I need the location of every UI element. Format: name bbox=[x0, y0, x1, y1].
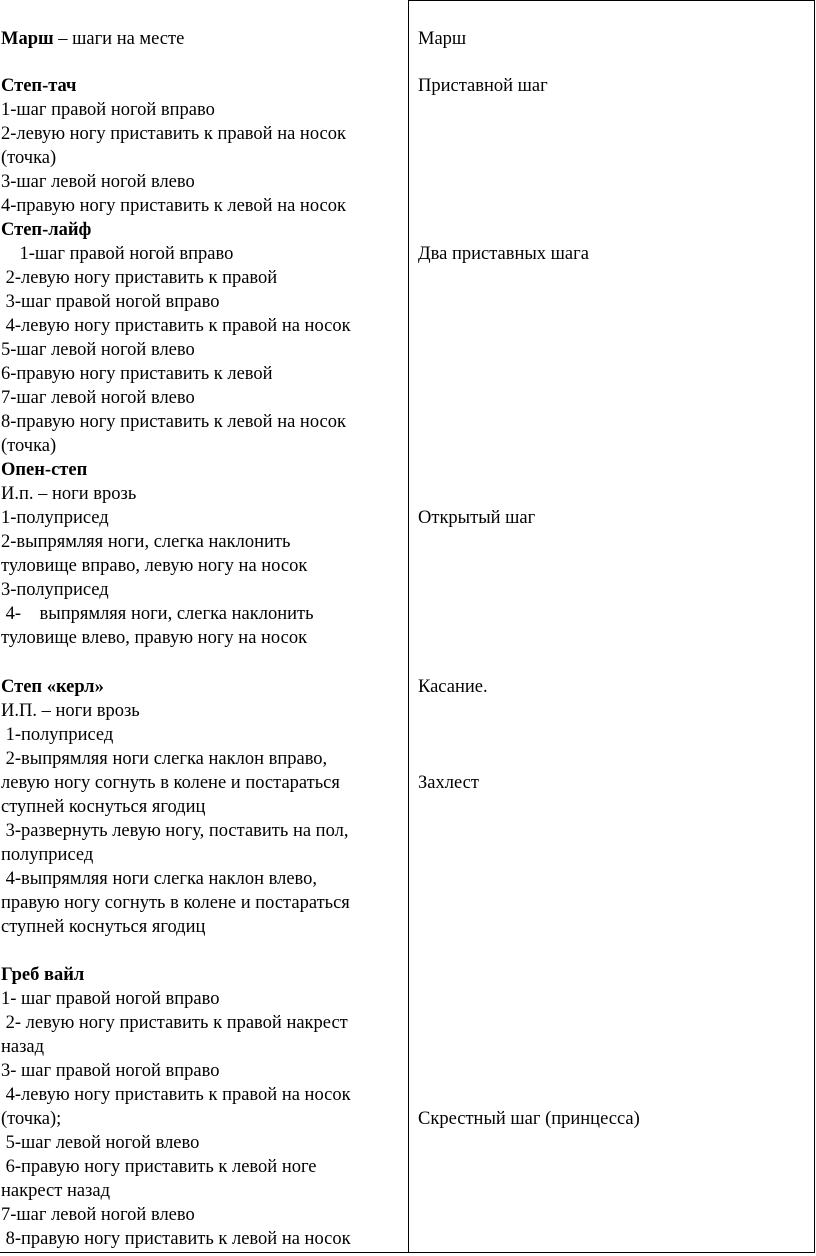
exercise-title: Марш bbox=[1, 29, 54, 49]
step-line: 3-полуприсед bbox=[1, 580, 109, 600]
table-divider bbox=[408, 0, 409, 1253]
step-line: 1-полуприсед bbox=[1, 725, 114, 745]
step-line: И.п. – ноги врозь bbox=[1, 484, 137, 504]
step-line: 1- шаг правой ногой вправо bbox=[1, 989, 220, 1009]
step-line: И.П. – ноги врозь bbox=[1, 701, 140, 721]
exercise-title: Степ-тач bbox=[1, 76, 77, 96]
step-line: 2- левую ногу приставить к правой накрест bbox=[1, 1013, 348, 1033]
translation-step-life: Два приставных шага bbox=[418, 244, 589, 264]
translation-open-step: Открытый шаг bbox=[418, 508, 536, 528]
step-line: 1-полуприсед bbox=[1, 508, 109, 528]
step-line: 4- выпрямляя ноги, слегка наклонить bbox=[1, 604, 314, 624]
exercise-title: Греб вайл bbox=[1, 965, 85, 985]
step-line: ступней коснуться ягодиц bbox=[1, 917, 206, 937]
step-line: накрест назад bbox=[1, 1181, 110, 1201]
step-line: 3- шаг правой ногой вправо bbox=[1, 1061, 220, 1081]
exercise-desc: – шаги на месте bbox=[53, 29, 185, 49]
translation-touch: Касание. bbox=[418, 677, 488, 697]
step-line: 8-правую ногу приставить к левой на носок bbox=[1, 412, 346, 432]
step-line: (точка) bbox=[1, 436, 57, 456]
exercise-title: Опен-степ bbox=[1, 460, 88, 480]
table-right-border bbox=[814, 0, 815, 1253]
step-line: (точка); bbox=[1, 1109, 62, 1129]
step-line: 4-левую ногу приставить к правой на носок bbox=[1, 1085, 351, 1105]
step-line: 3-развернуть левую ногу, поставить на пол, bbox=[1, 821, 349, 841]
step-line: 5-шаг левой ногой влево bbox=[1, 1133, 200, 1153]
step-line: туловище влево, правую ногу на носок bbox=[1, 628, 308, 648]
step-line: правую ногу согнуть в колене и постараться bbox=[1, 893, 350, 913]
table-bottom-border bbox=[0, 1252, 815, 1253]
step-line: левую ногу согнуть в колене и постараться bbox=[1, 773, 340, 793]
step-line: туловище вправо, левую ногу на носок bbox=[1, 556, 308, 576]
step-line: 2-левую ногу приставить к правой на носок bbox=[1, 124, 346, 144]
step-line: 2-выпрямляя ноги слегка наклон вправо, bbox=[1, 749, 328, 769]
translation-curl: Захлест bbox=[418, 773, 479, 793]
step-line: 7-шаг левой ногой влево bbox=[1, 388, 195, 408]
exercise-march bbox=[1, 27, 184, 51]
step-line: 7-шаг левой ногой влево bbox=[1, 1205, 195, 1225]
step-line: 1-шаг правой ногой вправо bbox=[1, 244, 234, 264]
step-line: 6-правую ногу приставить к левой bbox=[1, 364, 273, 384]
step-line: 1-шаг правой ногой вправо bbox=[1, 100, 215, 120]
step-line: 6-правую ногу приставить к левой ноге bbox=[1, 1157, 317, 1177]
step-line: 4-выпрямляя ноги слегка наклон влево, bbox=[1, 869, 318, 889]
exercise-title: Степ-лайф bbox=[1, 220, 92, 240]
step-line: 5-шаг левой ногой влево bbox=[1, 340, 195, 360]
step-line: 4-левую ногу приставить к правой на носок bbox=[1, 316, 351, 336]
step-line: назад bbox=[1, 1037, 45, 1057]
step-line: ступней коснуться ягодиц bbox=[1, 797, 206, 817]
translation-march: Марш bbox=[418, 29, 467, 49]
step-line: 3-шаг правой ногой вправо bbox=[1, 292, 220, 312]
step-line: 2-левую ногу приставить к правой bbox=[1, 268, 278, 288]
step-line: 4-правую ногу приставить к левой на носок bbox=[1, 196, 346, 216]
step-line: полуприсед bbox=[1, 845, 94, 865]
table-top-border bbox=[408, 0, 815, 1]
translation-grapevine: Скрестный шаг (принцесса) bbox=[418, 1109, 640, 1129]
step-line: 8-правую ногу приставить к левой на носок bbox=[1, 1229, 351, 1249]
exercise-title: Степ «керл» bbox=[1, 677, 104, 697]
step-line: (точка) bbox=[1, 148, 57, 168]
step-line: 3-шаг левой ногой влево bbox=[1, 172, 195, 192]
translation-step-touch: Приставной шаг bbox=[418, 76, 548, 96]
step-line: 2-выпрямляя ноги, слегка наклонить bbox=[1, 532, 291, 552]
